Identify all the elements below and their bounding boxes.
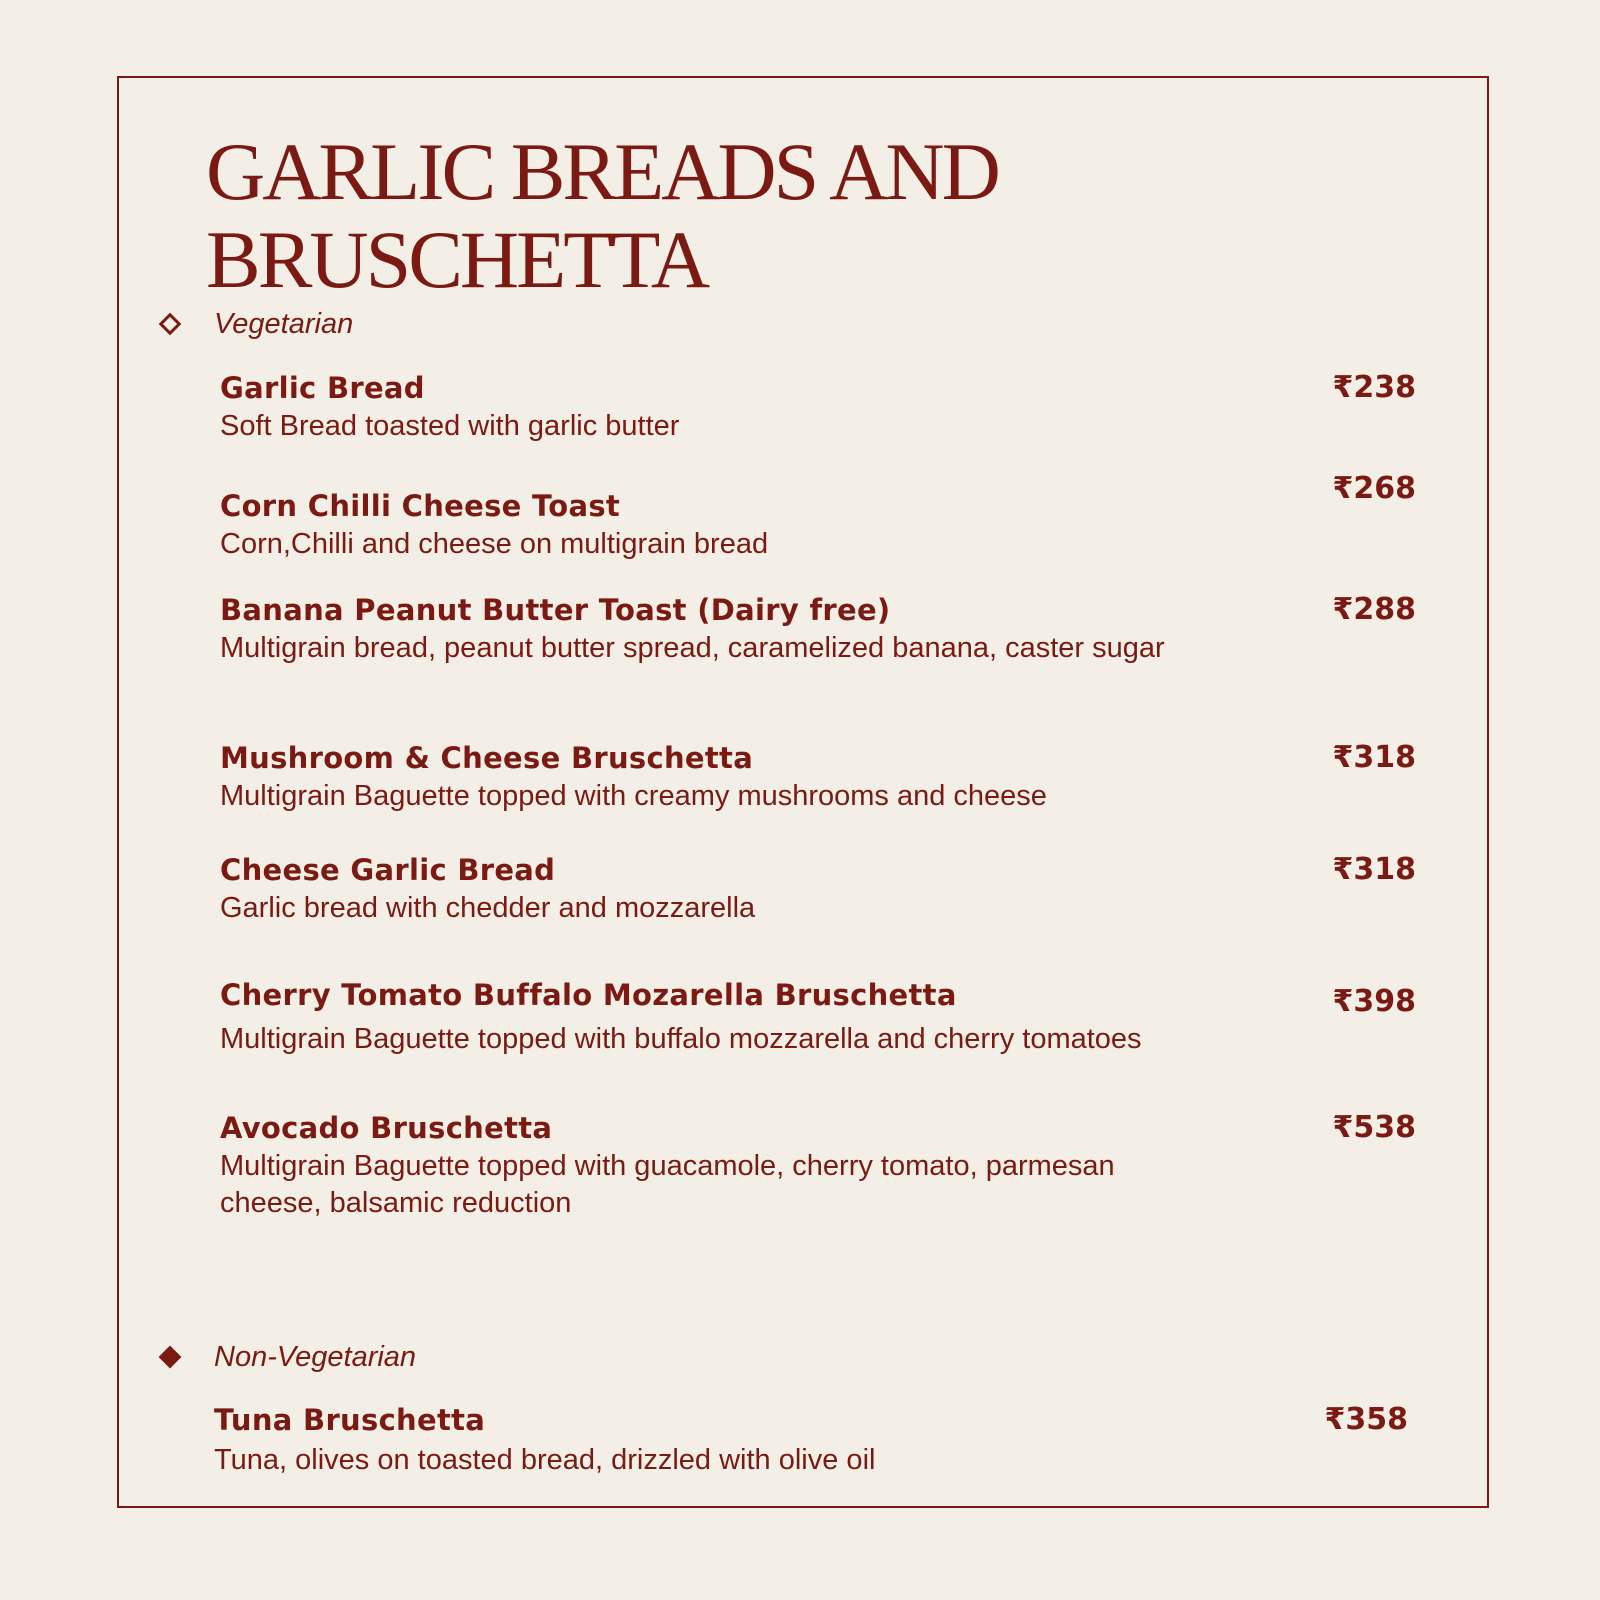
menu-item-description: Multigrain Baguette topped with creamy mushrooms and cheese <box>220 780 1047 812</box>
menu-item-name: Garlic Bread <box>220 371 425 405</box>
menu-item-description: Multigrain Baguette topped with guacamole, cherry tomato, parmesan cheese, balsamic reduction <box>220 1150 1115 1219</box>
menu-item <box>220 488 1420 563</box>
menu-item-name: Mushroom & Cheese Bruschetta <box>220 741 754 775</box>
menu-item-price: ₹398 <box>1332 984 1416 1019</box>
menu-item-name: Banana Peanut Butter Toast (Dairy free) <box>220 593 891 627</box>
menu-item-price: ₹288 <box>1332 592 1416 627</box>
menu-item-price: ₹538 <box>1332 1110 1416 1145</box>
menu-item <box>214 1402 1414 1479</box>
page-title-line-2: BRUSCHETTA <box>206 214 708 305</box>
filled-diamond-icon <box>159 1346 182 1369</box>
section-label-vegetarian <box>156 307 353 341</box>
menu-item-name: Cherry Tomato Buffalo Mozarella Bruschetta <box>220 978 957 1012</box>
menu-item <box>220 852 1420 927</box>
menu-item-price: ₹238 <box>1332 370 1416 405</box>
outline-diamond-icon <box>159 313 182 336</box>
section-label-non-vegetarian <box>156 1340 416 1374</box>
menu-item-description: Tuna, olives on toasted bread, drizzled with olive oil <box>214 1444 876 1476</box>
menu-item-description: Multigrain Baguette topped with buffalo mozzarella and cherry tomatoes <box>220 1023 1142 1055</box>
menu-item-name: Corn Chilli Cheese Toast <box>220 489 621 523</box>
section-label-text: Non-Vegetarian <box>214 1340 417 1373</box>
menu-item-price: ₹268 <box>1332 471 1416 506</box>
menu-item <box>220 1110 1420 1222</box>
menu-item-description: Multigrain bread, peanut butter spread, caramelized banana, caster sugar <box>220 632 1165 664</box>
menu-item <box>220 740 1420 815</box>
menu-item-description: Soft Bread toasted with garlic butter <box>220 410 680 442</box>
menu-item-description: Corn,Chilli and cheese on multigrain bread <box>220 528 769 560</box>
menu-item-name: Avocado Bruschetta <box>220 1111 553 1145</box>
menu-item-price: ₹318 <box>1332 740 1416 775</box>
menu-item-price: ₹358 <box>1324 1402 1408 1437</box>
page-title <box>206 128 998 304</box>
menu-item <box>220 370 1420 445</box>
page-title-line-1: GARLIC BREADS AND <box>206 126 998 217</box>
menu-item-price: ₹318 <box>1332 852 1416 887</box>
menu-item <box>220 977 1420 1058</box>
section-label-text: Vegetarian <box>214 307 354 340</box>
menu-item-name: Tuna Bruschetta <box>214 1403 486 1437</box>
menu-item <box>220 592 1420 667</box>
menu-item-description: Garlic bread with chedder and mozzarella <box>220 892 756 924</box>
menu-item-name: Cheese Garlic Bread <box>220 853 556 887</box>
